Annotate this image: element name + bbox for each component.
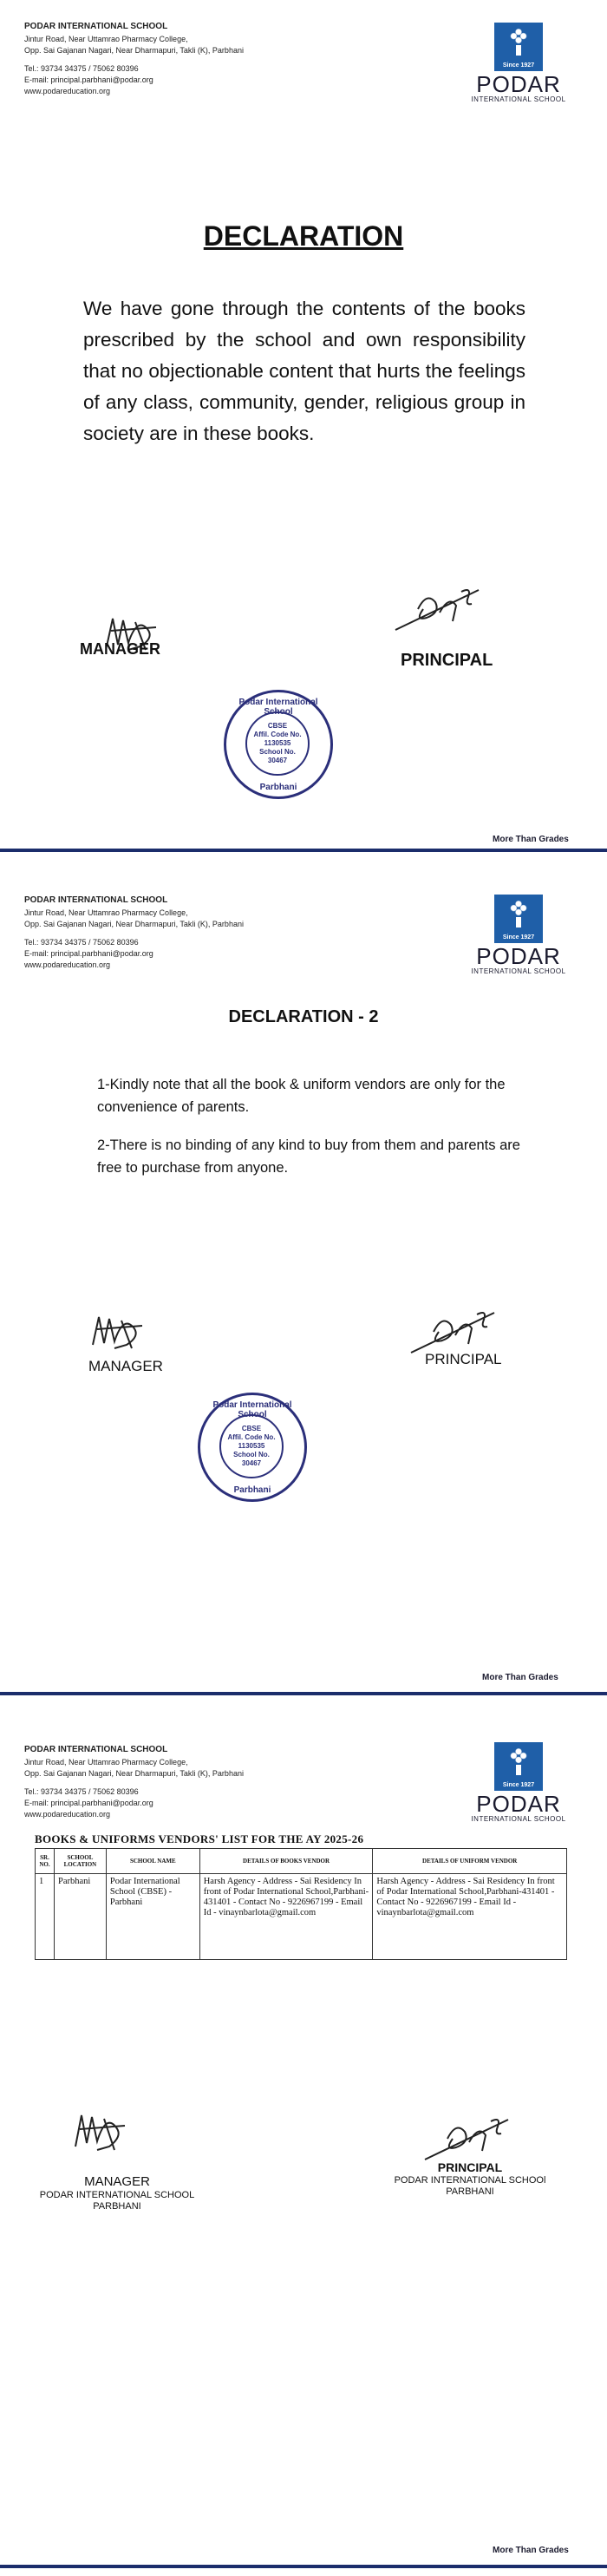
tree-emblem-icon: Since 1927	[494, 1742, 543, 1791]
footer-bar	[0, 849, 607, 852]
table-header-row	[36, 1849, 567, 1874]
footer-tagline: More Than Grades	[482, 1673, 558, 1682]
school-name: PODAR INTERNATIONAL SCHOOL	[24, 1745, 168, 1754]
podar-logo: Since 1927 PODAR INTERNATIONAL SCHOOL	[454, 895, 583, 975]
address-line-2: Opp. Sai Gajanan Nagari, Near Dharmapuri, Takli (K), Parbhani	[24, 920, 244, 928]
website: www.podareducation.org	[24, 1810, 111, 1819]
manager-signature-icon	[88, 1310, 149, 1354]
page-title: DECLARATION - 2	[228, 1007, 379, 1026]
podar-logo: Since 1927 PODAR INTERNATIONAL SCHOOL	[454, 1742, 583, 1823]
declaration-point: 2-There is no binding of any kind to buy from them and parents are free to purchase from anyone.	[97, 1137, 520, 1176]
page-declaration	[0, 0, 607, 855]
telephone: Tel.: 93734 34375 / 75062 80396	[24, 1787, 139, 1796]
school-name: PODAR INTERNATIONAL SCHOOL	[24, 895, 168, 905]
email: E-mail: principal.parbhani@podar.org	[24, 1799, 153, 1807]
letterhead	[24, 895, 244, 971]
footer-bar	[0, 2565, 607, 2568]
principal-label: PRINCIPAL	[401, 651, 493, 670]
footer-bar	[0, 1692, 607, 1695]
table-row	[36, 1874, 567, 1960]
principal-signature-icon	[421, 2113, 517, 2165]
podar-logo	[454, 23, 583, 103]
address-line-2: Opp. Sai Gajanan Nagari, Near Dharmapuri, Takli (K), Parbhani	[24, 1769, 244, 1778]
logo-since: Since 1927	[502, 62, 535, 69]
email: E-mail: principal.parbhani@podar.org	[24, 75, 153, 84]
school-seal-icon: Podar International School CBSE Affil. Code No. 1130535 School No. 30467 Parbhani	[224, 690, 333, 799]
cell-location: Parbhani	[54, 1874, 106, 1960]
principal-label: PRINCIPAL	[425, 1351, 502, 1367]
tree-emblem-icon	[494, 23, 543, 71]
manager-label: MANAGER	[80, 640, 160, 658]
logo-brand: PODAR	[476, 71, 561, 97]
logo-subtitle: INTERNATIONAL SCHOOL	[471, 95, 566, 103]
vendor-list-title: BOOKS & UNIFORMS VENDORS' LIST FOR THE AY 2025-26	[35, 1832, 364, 1845]
tree-emblem-icon: Since 1927	[494, 895, 543, 943]
header-sr-no: SR. NO.	[36, 1849, 55, 1874]
letterhead	[24, 21, 244, 97]
address-line-1: Jintur Road, Near Uttamrao Pharmacy College,	[24, 35, 188, 43]
school-name: PODAR INTERNATIONAL SCHOOL	[24, 22, 168, 31]
website: www.podareducation.org	[24, 960, 111, 969]
footer-tagline: More Than Grades	[493, 2546, 569, 2555]
telephone: Tel.: 93734 34375 / 75062 80396	[24, 938, 139, 947]
header-school-name: SCHOOL NAME	[106, 1849, 199, 1874]
manager-label: MANAGER	[88, 1358, 163, 1374]
school-seal-icon: Podar International School CBSE Affil. Code No. 1130535 School No. 30467 Parbhani	[198, 1393, 307, 1502]
declaration-points	[97, 1073, 522, 1195]
cell-uniform-vendor: Harsh Agency - Address - Sai Residency In front of Podar International School,Parbhani-431401 - Contact No - 9226967199 - Email Id - vinaynbarlota@gmail.com	[373, 1874, 567, 1960]
principal-signature-icon	[408, 1306, 503, 1358]
page-vendor-list	[0, 1701, 607, 2576]
manager-signature-icon	[71, 2108, 132, 2157]
header-books-vendor: DETAILS OF BOOKS VENDOR	[199, 1849, 373, 1874]
cell-school-name: Podar International School (CBSE) - Parbhani	[106, 1874, 199, 1960]
website: www.podareducation.org	[24, 87, 111, 95]
principal-signature-icon	[392, 583, 487, 635]
address-line-1: Jintur Road, Near Uttamrao Pharmacy College,	[24, 1758, 188, 1766]
page-title: DECLARATION	[203, 220, 404, 252]
declaration-body: We have gone through the contents of the books prescribed by the school and own responsibility that no objectionable content that hurts the feelings of any class, community, gender, religious group in society are in these books.	[83, 298, 525, 444]
cell-sr-no: 1	[36, 1874, 55, 1960]
address-line-2: Opp. Sai Gajanan Nagari, Near Dharmapuri, Takli (K), Parbhani	[24, 46, 244, 55]
letterhead	[24, 1744, 244, 1820]
cell-books-vendor: Harsh Agency - Address - Sai Residency In front of Podar International School,Parbhani-431401 - Contact No - 9226967199 - Email Id - vinaynbarlota@gmail.com	[199, 1874, 373, 1960]
principal-caption: PRINCIPAL PODAR INTERNATIONAL SCHOOl PARBHANI	[394, 2160, 546, 2197]
header-uniform-vendor: DETAILS OF UNIFORM VENDOR	[373, 1849, 567, 1874]
telephone: Tel.: 93734 34375 / 75062 80396	[24, 64, 139, 73]
footer-tagline: More Than Grades	[493, 835, 569, 844]
header-school-location: SCHOOL LOCATION	[54, 1849, 106, 1874]
page-declaration-2	[0, 855, 607, 1701]
email: E-mail: principal.parbhani@podar.org	[24, 949, 153, 958]
vendor-table	[35, 1848, 567, 1960]
declaration-point: 1-Kindly note that all the book & uniform vendors are only for the convenience of parents.	[97, 1077, 506, 1115]
address-line-1: Jintur Road, Near Uttamrao Pharmacy College,	[24, 908, 188, 917]
manager-caption: MANAGER PODAR INTERNATIONAL SCHOOL PARBHANI	[39, 2174, 195, 2212]
